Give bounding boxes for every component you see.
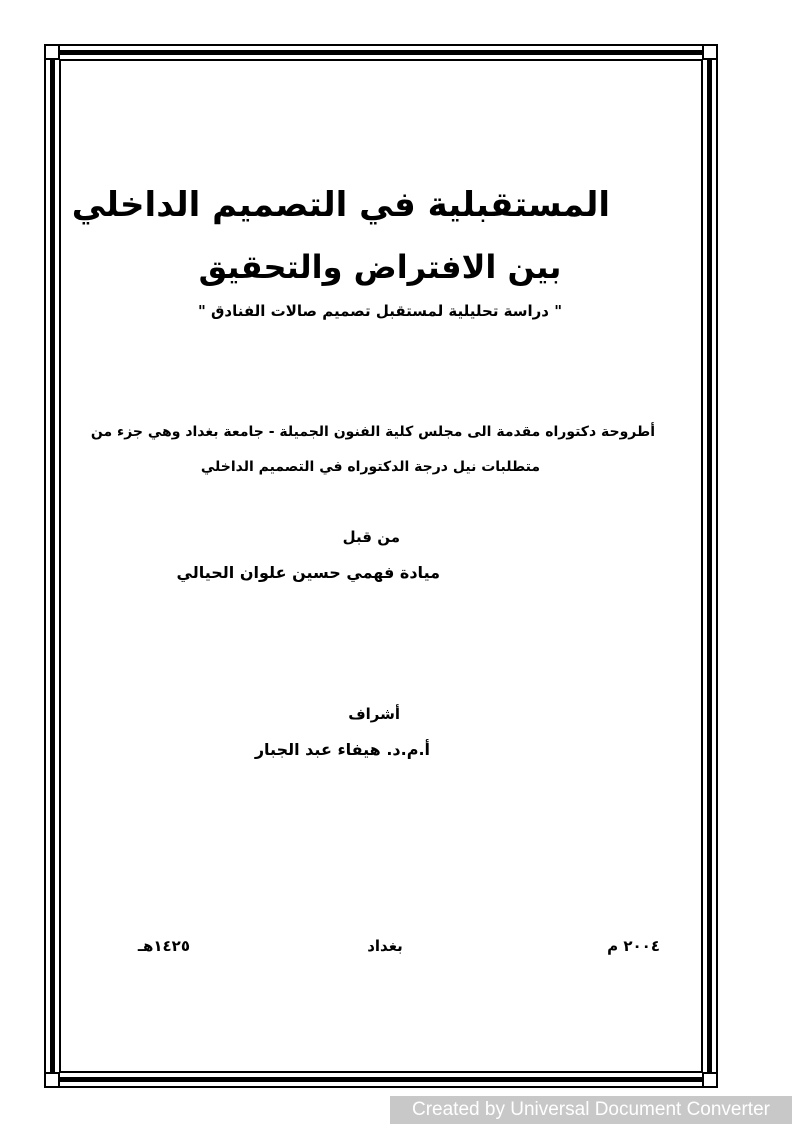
footer-city: بغداد bbox=[367, 937, 403, 955]
supervision-label: أشراف bbox=[348, 705, 400, 723]
footer-year: ٢٠٠٤ م bbox=[607, 937, 660, 955]
thesis-title-line2: بين الافتراض والتحقيق bbox=[198, 248, 562, 286]
by-label: من قبل bbox=[342, 528, 400, 546]
border-corner-bottom-right bbox=[702, 1072, 718, 1088]
thesis-description-line2: متطلبات نيل درجة الدكتوراه في التصميم الداخلي bbox=[200, 459, 540, 475]
footer-hijri-year: ١٤٢٥هـ bbox=[137, 937, 190, 955]
thesis-subtitle: " دراسة تحليلية لمستقبل تصميم صالات الفنادق " bbox=[197, 302, 563, 320]
thesis-description-line1: أطروحة دكتوراه مقدمة الى مجلس كلية الفنون الجميلة - جامعة بغداد وهي جزء من bbox=[90, 424, 655, 440]
thesis-title-line1: المستقبلية في التصميم الداخلي bbox=[71, 185, 610, 225]
border-corner-top-right bbox=[702, 44, 718, 60]
author-name: ميادة فهمي حسين علوان الحيالي bbox=[176, 563, 440, 582]
supervisor-name: أ.م.د. هيفاء عبد الجبار bbox=[254, 740, 430, 759]
border-corner-top-left bbox=[44, 44, 60, 60]
converter-watermark: Created by Universal Document Converter bbox=[390, 1096, 792, 1124]
border-corner-bottom-left bbox=[44, 1072, 60, 1088]
